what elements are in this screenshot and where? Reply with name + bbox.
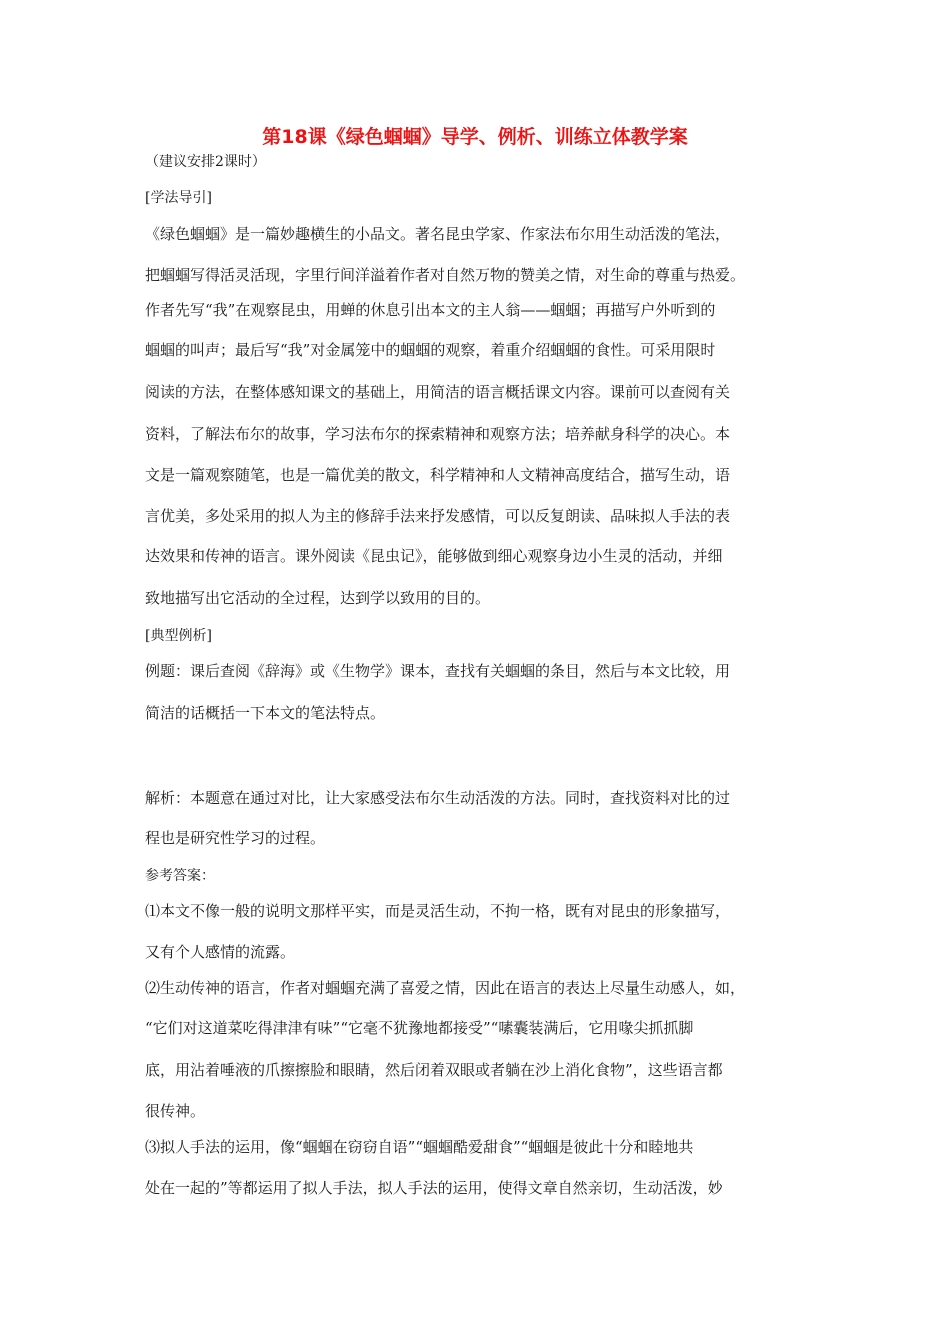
analysis-line: 程也是研究性学习的过程。: [145, 829, 326, 847]
paragraph-line: 蝈蝈的叫声；最后写“我”对金属笼中的蝈蝈的观察，着重介绍蝈蝈的食性。可采用限时: [145, 341, 716, 359]
paragraph-line: 资料，了解法布尔的故事，学习法布尔的探索精神和观察方法；培养献身科学的决心。本: [145, 425, 731, 443]
analysis-line: 解析：本题意在通过对比，让大家感受法布尔生动活泼的方法。同时，查找资料对比的过: [145, 789, 731, 807]
answer-line: 很传神。: [145, 1102, 206, 1120]
paragraph-line: 作者先写“我”在观察昆虫，用蝉的休息引出本文的主人翁——蝈蝈；再描写户外听到的: [145, 301, 716, 319]
paragraph-line: 《绿色蝈蝈》是一篇妙趣横生的小品文。著名昆虫学家、作家法布尔用生动活泼的笔法，: [145, 225, 731, 243]
answer-line: 处在一起的”等都运用了拟人手法，拟人手法的运用，使得文章自然亲切，生动活泼，妙: [145, 1179, 723, 1197]
paragraph-line: 达效果和传神的语言。课外阅读《昆虫记》，能够做到细心观察身边小生灵的活动，并细: [145, 547, 723, 565]
paragraph-line: 致地描写出它活动的全过程，达到学以致用的目的。: [145, 589, 491, 607]
document-subtitle: （建议安排2课时）: [145, 154, 266, 170]
answer-line: ⑵生动传神的语言，作者对蝈蝈充满了喜爱之情，因此在语言的表达上尽量生动感人，如，: [145, 979, 746, 997]
answer-line: ⑶拟人手法的运用，像“蝈蝈在窃窃自语”“蝈蝈酷爱甜食”“蝈蝈是彼此十分和睦地共: [145, 1138, 694, 1156]
answer-line: 又有个人感情的流露。: [145, 943, 296, 961]
paragraph-line: 文是一篇观察随笔，也是一篇优美的散文，科学精神和人文精神高度结合，描写生动，语: [145, 466, 731, 484]
paragraph-line: 把蝈蝈写得活灵活现，字里行间洋溢着作者对自然万物的赞美之情，对生命的尊重与热爱。: [145, 266, 746, 284]
document-title: 第18课《绿色蝈蝈》导学、例析、训练立体教学案: [262, 126, 688, 148]
question-line: 例题：课后查阅《辞海》或《生物学》课本，查找有关蝈蝈的条目，然后与本文比较，用: [145, 662, 731, 680]
answer-heading: 参考答案：: [145, 868, 215, 884]
paragraph-line: 言优美，多处采用的拟人为主的修辞手法来抒发感情，可以反复朗读、品味拟人手法的表: [145, 507, 731, 525]
section-heading-guide: [学法导引]: [145, 190, 212, 206]
answer-line: ⑴本文不像一般的说明文那样平实，而是灵活生动，不拘一格，既有对昆虫的形象描写，: [145, 902, 731, 920]
section-heading-example: [典型例析]: [145, 628, 212, 644]
question-line: 简洁的话概括一下本文的笔法特点。: [145, 704, 386, 722]
paragraph-line: 阅读的方法，在整体感知课文的基础上，用简洁的语言概括课文内容。课前可以查阅有关: [145, 383, 731, 401]
answer-line: 底，用沾着唾液的爪擦擦脸和眼睛，然后闭着双眼或者躺在沙上消化食物”，这些语言都: [145, 1061, 723, 1079]
answer-line: “它们对这道菜吃得津津有味”“它毫不犹豫地都接受”“嗉囊装满后，它用喙尖抓抓脚: [145, 1019, 694, 1037]
